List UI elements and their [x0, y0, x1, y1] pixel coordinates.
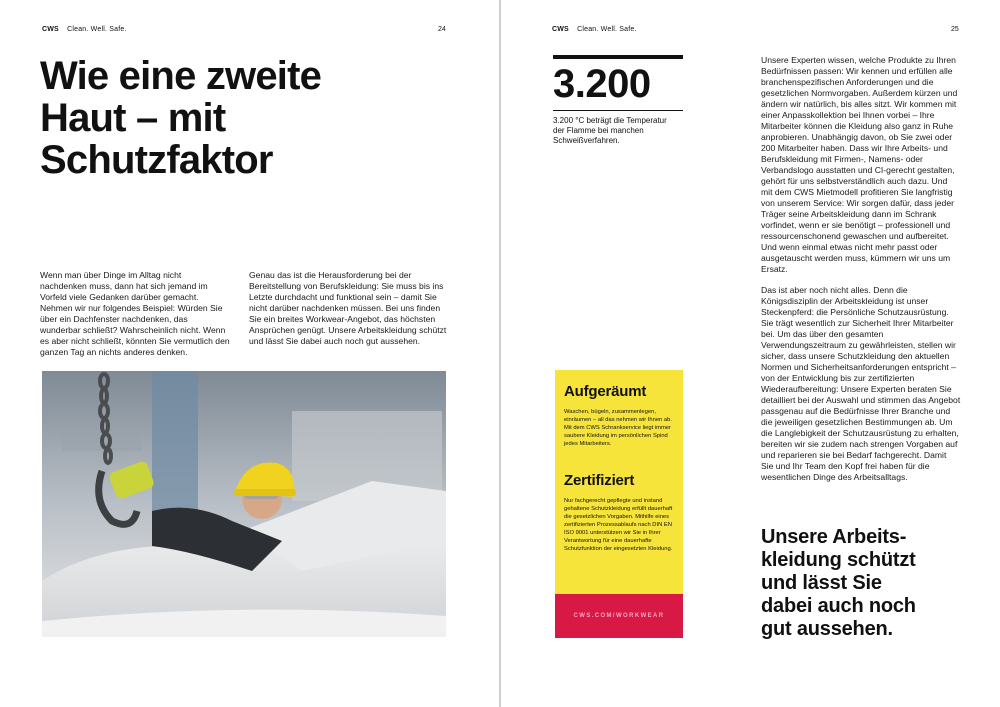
body-paragraph: Unsere Experten wissen, welche Produkte zu Ihren Bedürfnissen passen: Wir kennen und erfüllen alle branchenspezifischen Anforderungen und die gesetzlichen Normvorgaben. Außerdem kürzen und ändern wir natürlich, bis alles sitzt. Wir kommen mit einer Anpasskollektion bei Ihnen vorbei – Ihre Mitarbeiter können die Kleidung also ganz in Ruhe anprobieren. Unabhängig davon, ob Sie zwei oder 200 Mitarbeiter haben. Dass wir Ihre Arbeits- und Berufskleidung mit Firmen-, Namens- oder Verbandslogo ausstatten und CI-gerecht gestalten, gehört für uns selbstverständlich auch dazu. Und mit dem CWS Mietmodell profitieren Sie langfristig von unserem Service: Wir sorgen dafür, dass jeder Träger seine Arbeitskleidung dann im Schrank vorfindet, wenn er sie benötigt – professionell und ressourcenschonend gewaschen und aufbereitet. Und wenn einmal etwas nicht mehr passt oder ausgetauscht werden muss, kümmern wir uns um Ersatz. [761, 55, 958, 274]
intro-column-2 [249, 270, 449, 357]
headline-line: Schutzfaktor [40, 138, 273, 182]
right-page [501, 0, 1000, 707]
info-text: Nur fachgerecht gepflegte und instand gehaltene Schutzkleidung erfüllt dauerhaft die gesetzlichen Vorgaben. Mithilfe eines zertifizierten Prozessablaufs nach DIN EN ISO 9001 unterstützen wir Sie in Ihrer Verantwortung für eine dauerhafte Schutzfunktion der eingesetzten Kleidung. [564, 498, 673, 552]
headline-line: Haut – mit [40, 96, 226, 140]
info-text: Waschen, bügeln, zusammenlegen, einräumen – all das nehmen wir Ihnen ab. Mit dem CWS Schrankservice liegt immer saubere Kleidung im persönlichen Spind jedes Mitarbeiters. [564, 409, 672, 447]
info-title: Aufgeräumt [564, 383, 647, 400]
page-number: 25 [951, 26, 959, 33]
pull-quote-line: gut aussehen. [761, 618, 893, 640]
info-title: Zertifiziert [564, 472, 635, 489]
info-box [555, 370, 683, 638]
body-paragraph: Genau das ist die Herausforderung bei der Bereitstellung von Berufskleidung: Sie muss bis ins Letzte durchdacht und funktional sein – damit Sie nicht darüber nachdenken müssen. Bei uns finden Sie ein breites Workwear-Angebot, das höchsten Ansprüchen genügt. Unsere Arbeitskleidung schützt und lässt Sie dabei auch noch gut aussehen. [249, 270, 447, 346]
stat-caption: 3.200 °C beträgt die Temperatur der Flamme bei manchen Schweißverfahren. [553, 116, 667, 145]
brand-tagline: Clean. Well. Safe. [577, 26, 637, 33]
intro-column [40, 270, 230, 368]
body-column [761, 55, 961, 493]
pull-quote-line: und lässt Sie [761, 572, 882, 594]
brand-name: CWS [552, 26, 569, 33]
stat-number: 3.200 [553, 62, 651, 106]
worker-illustration [42, 371, 446, 637]
running-header [42, 26, 127, 33]
headline-line: Wie eine zweite [40, 54, 322, 98]
body-paragraph: Das ist aber noch nicht alles. Denn die Königsdisziplin der Arbeitskleidung ist unser Steckenpferd: die Persönliche Schutzausrüstung. Sie trägt wesentlich zur Sicherheit Ihrer Mitarbeiter bei. Um das über den gesamten Verwendungszeitraum zu gewährleisten, stellen wir sicher, dass unsere Schutzkleidung den aktuellen Normen und Sicherheitsanforderungen entspricht – von der Entwicklung bis zur zertifizierten Wiederaufbereitung: Unsere Experten beraten Sie detailliert bei der Auswahl und stimmen das Angebot passgenau auf die Bedürfnisse Ihrer Branche und die jeweiligen gesetzlichen Bestimmungen ab. Um die Langlebigkeit der Schutzausrüstung zu erhalten, bereiten wir sie zudem nach strengen Vorgaben auf und reparieren sie bei Bedarf fachgerecht. Damit Sie und Ihr Team den Kopf frei haben für die wesentlichen Dinge des Arbeitsalltags. [761, 285, 961, 482]
brand-tagline: Clean. Well. Safe. [67, 26, 127, 33]
pull-quote [761, 526, 971, 641]
running-header [552, 26, 637, 33]
pull-quote-line: Unsere Arbeits- [761, 526, 907, 548]
pull-quote-line: kleidung schützt [761, 549, 916, 571]
left-page [0, 0, 499, 707]
stat-rule [553, 55, 683, 59]
workwear-link[interactable]: CWS.COM/WORKWEAR [555, 594, 683, 638]
page-number: 24 [438, 26, 446, 33]
body-paragraph: Wenn man über Dinge im Alltag nicht nachdenken muss, dann hat sich jemand im Vorfeld viele Gedanken darüber gemacht. Nehmen wir nur folgendes Beispiel: Würden Sie über ein Dachfenster nachdenken, das wunderbar schließt? Wahrscheinlich nicht. Wenn es aber nicht schließt, könnten Sie vermutlich den ganzen Tag an nichts anderes denken. [40, 270, 230, 357]
worker-photo [42, 371, 446, 637]
page-headline [40, 55, 460, 181]
brand-name: CWS [42, 26, 59, 33]
pull-quote-line: dabei auch noch [761, 595, 916, 617]
info-section [564, 472, 676, 553]
stat-divider [553, 110, 683, 111]
info-section [564, 383, 676, 448]
